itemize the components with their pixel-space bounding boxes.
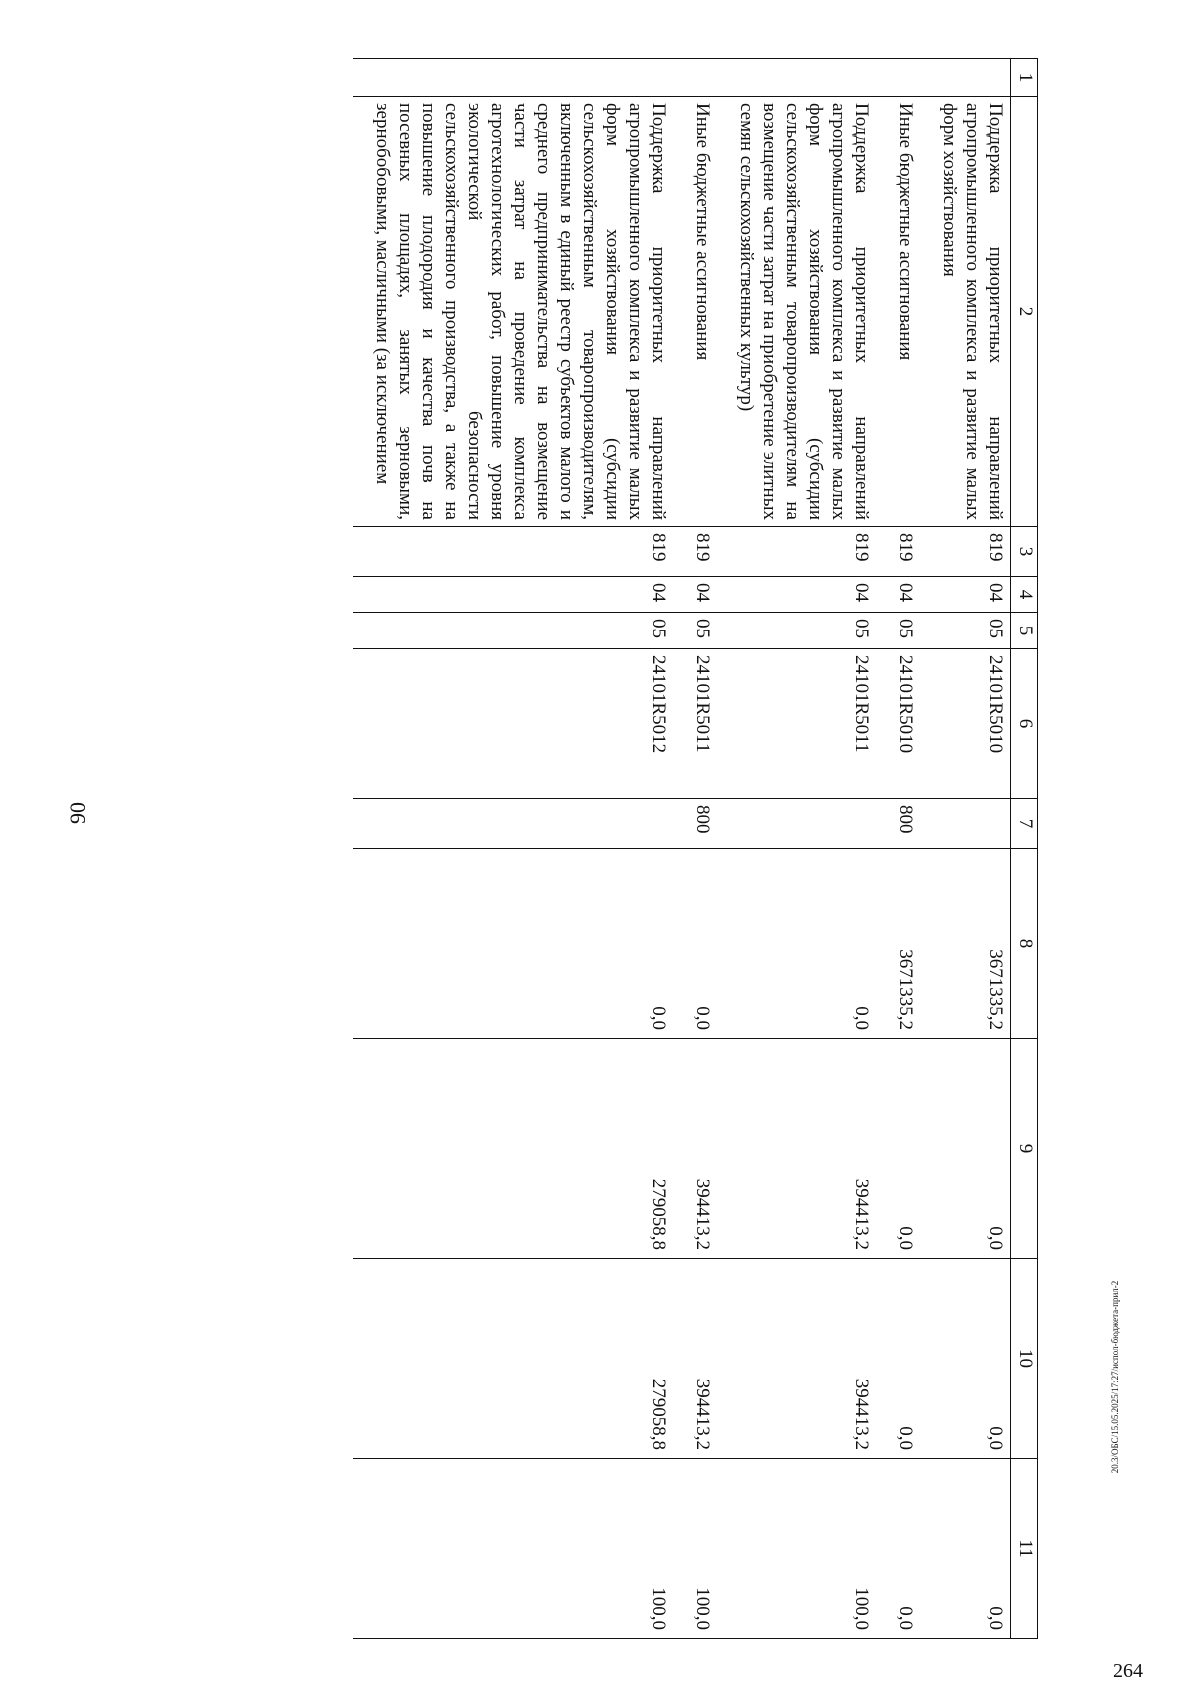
cell-c5: 05 xyxy=(920,613,1011,649)
cell-c10: 0,0 xyxy=(920,1259,1011,1459)
cell-c4: 04 xyxy=(673,577,717,613)
table-row xyxy=(717,59,876,1639)
table-row xyxy=(353,59,673,1639)
cell-c3: 819 xyxy=(876,527,920,577)
cell-c9: 0,0 xyxy=(920,1039,1011,1259)
cell-c9: 279058,8 xyxy=(353,1039,673,1259)
cell-c4: 04 xyxy=(920,577,1011,613)
row-description: Иные бюджетные ассигнования xyxy=(673,97,717,527)
table-row xyxy=(920,59,1011,1639)
cell-c11: 0,0 xyxy=(920,1459,1011,1639)
cell-c8: 0,0 xyxy=(673,849,717,1039)
header-cell: 8 xyxy=(1011,849,1038,1039)
cell-c4: 04 xyxy=(876,577,920,613)
budget-table xyxy=(353,58,1038,1639)
cell-c6: 24101R5010 xyxy=(920,649,1011,799)
cell-c3: 819 xyxy=(673,527,717,577)
cell-c3: 819 xyxy=(353,527,673,577)
cell-c6: 24101R5012 xyxy=(353,649,673,799)
cell-c7: 800 xyxy=(673,799,717,849)
cell-c5: 05 xyxy=(876,613,920,649)
cell-c8: 0,0 xyxy=(353,849,673,1039)
header-cell: 11 xyxy=(1011,1459,1038,1639)
row-description: Поддержка приоритетных направлений агропромышленного комплекса и развитие малых форм хозяйствования (субсидии сельскохозяйственным товаропроизводителям, включенным в единый реестр субъектов малого и среднего предпринимательства на возмещение части затрат на проведение комплекса агротехнологических работ, повышение уровня экологической безопасности сельскохозяйственного производства, а также на повышение плодородия и качества почв на посевных площадях, занятых зерновыми, зернобобовыми, масличными (за исключением xyxy=(353,97,673,527)
cell-c11: 0,0 xyxy=(876,1459,920,1639)
header-cell: 4 xyxy=(1011,577,1038,613)
header-cell: 6 xyxy=(1011,649,1038,799)
cell-c5: 05 xyxy=(353,613,673,649)
cell-c7 xyxy=(353,799,673,849)
header-cell: 9 xyxy=(1011,1039,1038,1259)
cell-c8: 3671335,2 xyxy=(876,849,920,1039)
header-cell: 2 xyxy=(1011,97,1038,527)
header-cell: 1 xyxy=(1011,59,1038,97)
header-cell: 7 xyxy=(1011,799,1038,849)
cell-c4: 04 xyxy=(717,577,876,613)
cell-c7 xyxy=(717,799,876,849)
cell-c8: 3671335,2 xyxy=(920,849,1011,1039)
cell-c6: 24101R5010 xyxy=(876,649,920,799)
table-row xyxy=(673,59,717,1639)
rotated-table-container xyxy=(168,58,1038,1638)
cell-c10: 279058,8 xyxy=(353,1259,673,1459)
header-cell: 5 xyxy=(1011,613,1038,649)
cell-c10: 394413,2 xyxy=(673,1259,717,1459)
cell-c3: 819 xyxy=(717,527,876,577)
cell-c11: 100,0 xyxy=(717,1459,876,1639)
cell-c9: 0,0 xyxy=(876,1039,920,1259)
row-description: Поддержка приоритетных направлений агропромышленного комплекса и развитие малых форм хозяйствования (субсидии сельскохозяйственным товаропроизводителям на возмещение части затрат на приобретение элитных семян сельскохозяйственных культур) xyxy=(717,97,876,527)
header-cell: 3 xyxy=(1011,527,1038,577)
document-footer-code: 20.3/ОБС/15.05.2025/17:27/испол-бюджета-прил-2 xyxy=(1110,1280,1120,1474)
cell-c8: 0,0 xyxy=(717,849,876,1039)
cell-c9: 394413,2 xyxy=(717,1039,876,1259)
cell-c10: 394413,2 xyxy=(717,1259,876,1459)
cell-c5: 05 xyxy=(673,613,717,649)
sheet-number: 90 xyxy=(65,802,90,824)
table-row xyxy=(876,59,920,1639)
cell-c5: 05 xyxy=(717,613,876,649)
header-row xyxy=(1011,59,1038,1639)
cell-c6: 24101R5011 xyxy=(717,649,876,799)
cell-c7: 800 xyxy=(876,799,920,849)
cell-c9: 394413,2 xyxy=(673,1039,717,1259)
cell-c11: 100,0 xyxy=(673,1459,717,1639)
cell-c6: 24101R5011 xyxy=(673,649,717,799)
page-number: 264 xyxy=(1113,1660,1143,1682)
header-cell: 10 xyxy=(1011,1259,1038,1459)
row-description: Поддержка приоритетных направлений агропромышленного комплекса и развитие малых форм хозяйствования xyxy=(920,97,1011,527)
cell-c11: 100,0 xyxy=(353,1459,673,1639)
cell-c3: 819 xyxy=(920,527,1011,577)
cell-c7 xyxy=(920,799,1011,849)
cell-c4: 04 xyxy=(353,577,673,613)
row-description: Иные бюджетные ассигнования xyxy=(876,97,920,527)
cell-c10: 0,0 xyxy=(876,1259,920,1459)
